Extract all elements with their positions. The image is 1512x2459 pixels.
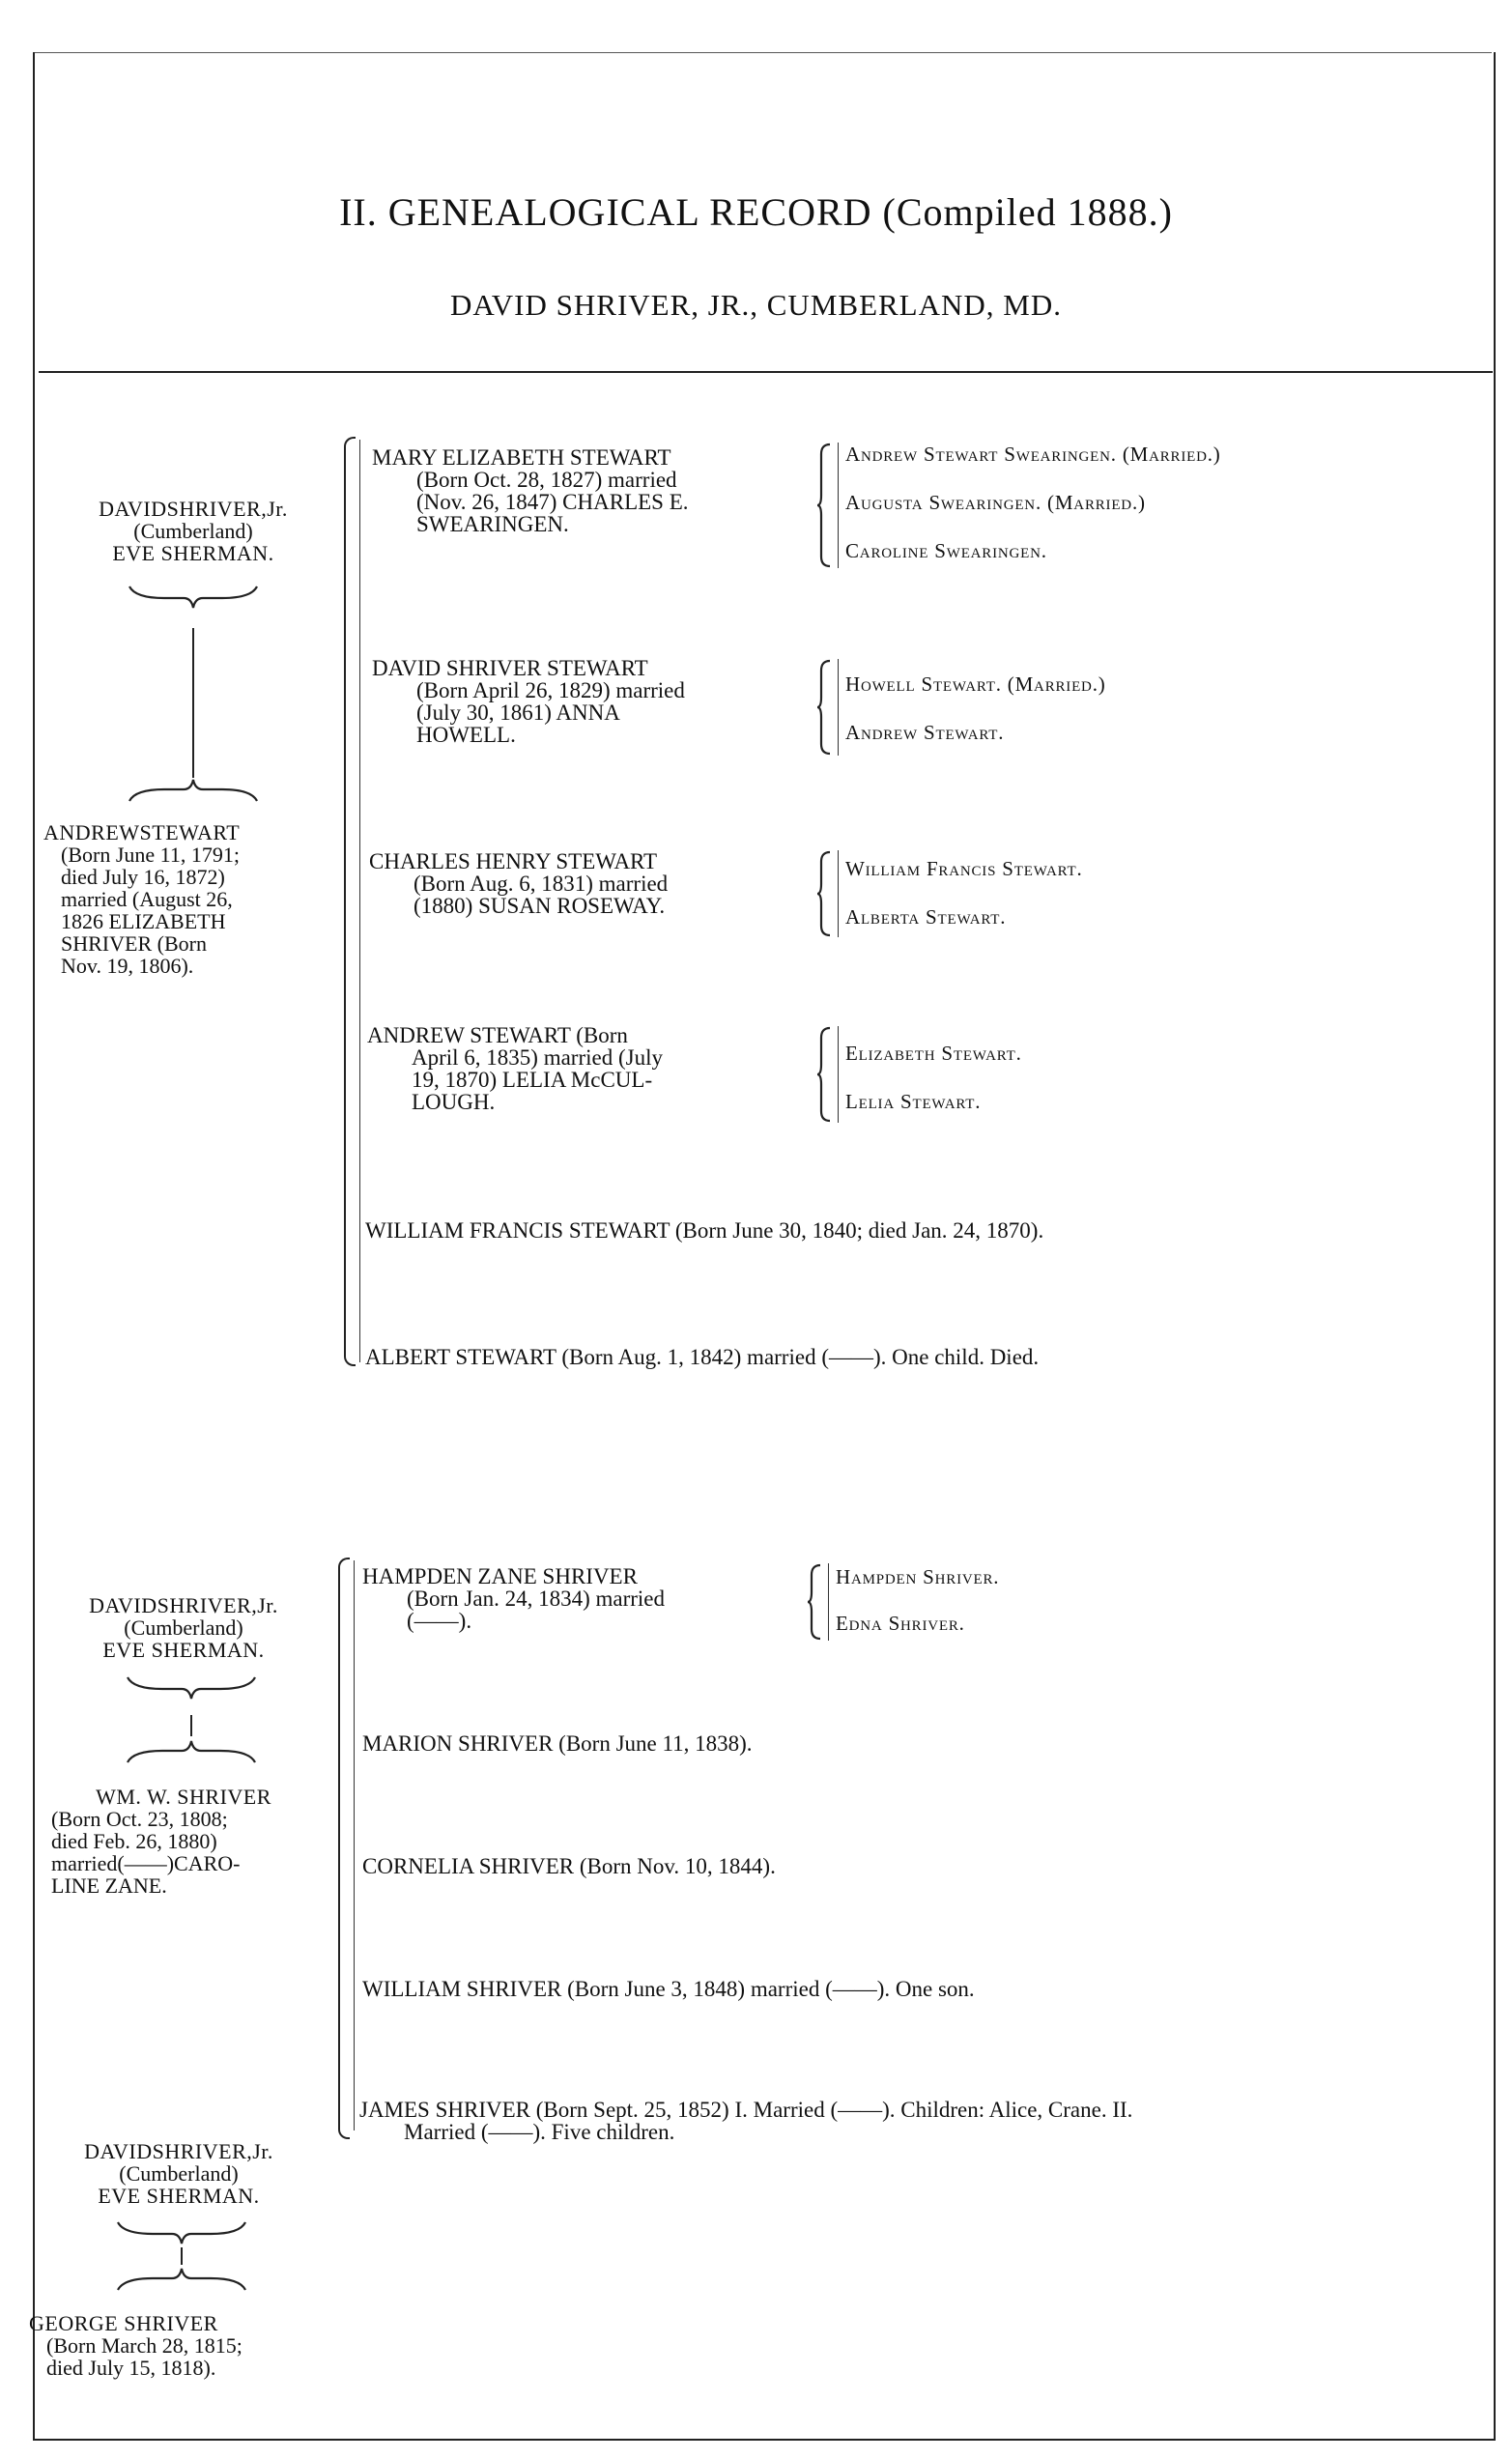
grandchild: Caroline Swearingen. — [845, 539, 1047, 562]
child-entry — [362, 1732, 1444, 1755]
child4-grandchildren-rule — [838, 1026, 839, 1123]
parent-line: GEORGE SHRIVER — [29, 2311, 218, 2335]
child-detail: 19, 1870) LELIA McCUL- — [412, 1068, 653, 1092]
section2-parent — [34, 1786, 333, 1897]
page-subtitle: DAVID SHRIVER, JR., CUMBERLAND, MD. — [450, 288, 1062, 322]
ancestor-name: DAVIDSHRIVER,Jr. — [99, 497, 288, 521]
parent-line: (Born Oct. 23, 1808; — [51, 1807, 228, 1831]
section2-connector — [190, 1715, 192, 1736]
child-detail: SWEARINGEN. — [416, 512, 569, 536]
parent-line: (Born June 11, 1791; — [61, 843, 240, 867]
child2-grandchildren-rule — [838, 659, 839, 756]
section1-brace-down — [126, 583, 261, 610]
child-entry — [362, 1565, 807, 1632]
parent-line: died July 16, 1872) — [61, 865, 225, 889]
child-name: ALBERT STEWART (Born Aug. 1, 1842) married (——). One child. Died. — [365, 1345, 1040, 1369]
s2-child1-grandchildren — [836, 1565, 999, 1636]
parent-line: married (August 26, — [61, 887, 233, 911]
child1-grandchildren-rule — [838, 443, 839, 568]
child4-grandchildren-brace — [816, 1026, 832, 1123]
child-name: WILLIAM SHRIVER (Born June 3, 1848) married (——). One son. — [362, 1977, 975, 2001]
grandchild: Andrew Stewart. — [845, 721, 1005, 744]
child-name: JAMES SHRIVER (Born Sept. 25, 1852) I. Married (——). Children: Alice, Crane. II. — [359, 2098, 1133, 2122]
grandchild: Howell Stewart. (Married.) — [845, 672, 1106, 696]
grandchild: Augusta Swearingen. (Married.) — [845, 491, 1146, 514]
child-name: MARION SHRIVER (Born June 11, 1838). — [362, 1731, 753, 1756]
parent-line: died July 15, 1818). — [46, 2356, 216, 2380]
grandchild: Lelia Stewart. — [845, 1090, 982, 1113]
section1-parent — [43, 821, 343, 977]
parent-line: died Feb. 26, 1880) — [51, 1829, 217, 1853]
child3-grandchildren-brace — [816, 850, 832, 937]
child3-grandchildren-rule — [838, 850, 839, 937]
section1-children-bracket — [344, 446, 346, 1355]
child2-grandchildren-brace — [816, 659, 832, 756]
child-entry — [367, 1024, 812, 1113]
s2-child1-grandchildren-brace — [807, 1563, 822, 1641]
parent-line: Nov. 19, 1806). — [61, 954, 194, 978]
section1-brace-up — [126, 778, 261, 805]
section2-ancestor — [29, 1594, 338, 1661]
parent-line: married(——)CARO- — [51, 1851, 241, 1875]
ancestor-name: DAVIDSHRIVER,Jr. — [89, 1593, 278, 1617]
ancestor-spouse: EVE SHERMAN. — [102, 1638, 265, 1662]
grandchild: Alberta Stewart. — [845, 905, 1007, 929]
child-detail: (July 30, 1861) ANNA — [416, 701, 620, 725]
grandchild: Edna Shriver. — [836, 1612, 965, 1635]
grandchild: Andrew Stewart Swearingen. (Married.) — [845, 443, 1221, 466]
child-name: CORNELIA SHRIVER (Born Nov. 10, 1844). — [362, 1854, 776, 1878]
child-name: HAMPDEN ZANE SHRIVER — [362, 1564, 638, 1588]
child-detail: (1880) SUSAN ROSEWAY. — [414, 894, 666, 918]
child-entry — [362, 1855, 1444, 1877]
grandchild: Elizabeth Stewart. — [845, 1042, 1022, 1065]
parent-line: LINE ZANE. — [51, 1873, 167, 1898]
child-entry — [365, 1346, 1447, 1368]
section3-ancestor — [24, 2140, 333, 2207]
ancestor-place: (Cumberland) — [124, 1616, 243, 1640]
parent-line: 1826 ELIZABETH — [61, 909, 226, 933]
header-rule — [39, 371, 1493, 373]
parent-line: ANDREWSTEWART — [43, 820, 241, 844]
section1-children-rule — [359, 440, 360, 1362]
child-entry — [369, 850, 813, 917]
child-name: DAVID SHRIVER STEWART — [372, 656, 648, 680]
section2-brace-down — [124, 1673, 259, 1701]
child2-grandchildren — [845, 672, 1106, 745]
child-entry — [372, 446, 816, 535]
parent-line: WM. W. SHRIVER — [96, 1785, 271, 1809]
child1-grandchildren — [845, 443, 1221, 563]
child-detail: HOWELL. — [416, 723, 516, 747]
section1-ancestor — [39, 498, 348, 564]
section2-children-rule — [354, 1560, 355, 2130]
child-name: ANDREW STEWART (Born — [367, 1023, 628, 1047]
ancestor-name: DAVIDSHRIVER,Jr. — [84, 2139, 273, 2163]
child-detail: (Nov. 26, 1847) CHARLES E. — [416, 490, 689, 514]
child-detail: Married (——). Five children. — [404, 2120, 675, 2144]
child-entry — [372, 657, 816, 746]
child-detail: (Born April 26, 1829) married — [416, 678, 685, 702]
child-detail: April 6, 1835) married (July — [412, 1045, 663, 1070]
child1-grandchildren-brace — [816, 443, 832, 568]
section3-connector — [181, 2247, 183, 2265]
section3-parent — [29, 2312, 328, 2379]
child-detail: (Born Aug. 6, 1831) married — [414, 872, 669, 896]
s2-child1-grandchildren-rule — [828, 1563, 829, 1641]
child-name: CHARLES HENRY STEWART — [369, 849, 658, 873]
child-name: MARY ELIZABETH STEWART — [372, 445, 671, 470]
section2-brace-up — [124, 1739, 259, 1766]
section3-brace-down — [114, 2218, 249, 2245]
child3-grandchildren — [845, 857, 1083, 929]
child-detail: LOUGH. — [412, 1090, 496, 1114]
grandchild: Hampden Shriver. — [836, 1565, 1000, 1588]
ancestor-spouse: EVE SHERMAN. — [112, 541, 274, 565]
child-entry — [362, 1978, 1444, 2000]
child-name: WILLIAM FRANCIS STEWART (Born June 30, 1840; died Jan. 24, 1870). — [365, 1218, 1044, 1243]
child-detail: (——). — [407, 1609, 472, 1633]
parent-line: SHRIVER (Born — [61, 931, 207, 956]
child4-grandchildren — [845, 1042, 1022, 1114]
ancestor-spouse: EVE SHERMAN. — [98, 2184, 260, 2208]
page-title: II. GENEALOGICAL RECORD (Compiled 1888.) — [339, 190, 1173, 234]
child-entry — [365, 1219, 1447, 1242]
section2-children-bracket — [338, 1567, 340, 2128]
child-detail: (Born Jan. 24, 1834) married — [407, 1587, 665, 1611]
ancestor-place: (Cumberland) — [133, 519, 253, 543]
child-entry — [359, 2099, 1480, 2143]
child-detail: (Born Oct. 28, 1827) married — [416, 468, 677, 492]
page-frame — [33, 52, 1496, 2441]
section3-brace-up — [114, 2267, 249, 2294]
ancestor-place: (Cumberland) — [119, 2161, 239, 2186]
section1-connector — [192, 628, 194, 778]
grandchild: William Francis Stewart. — [845, 857, 1083, 880]
parent-line: (Born March 28, 1815; — [46, 2333, 242, 2358]
